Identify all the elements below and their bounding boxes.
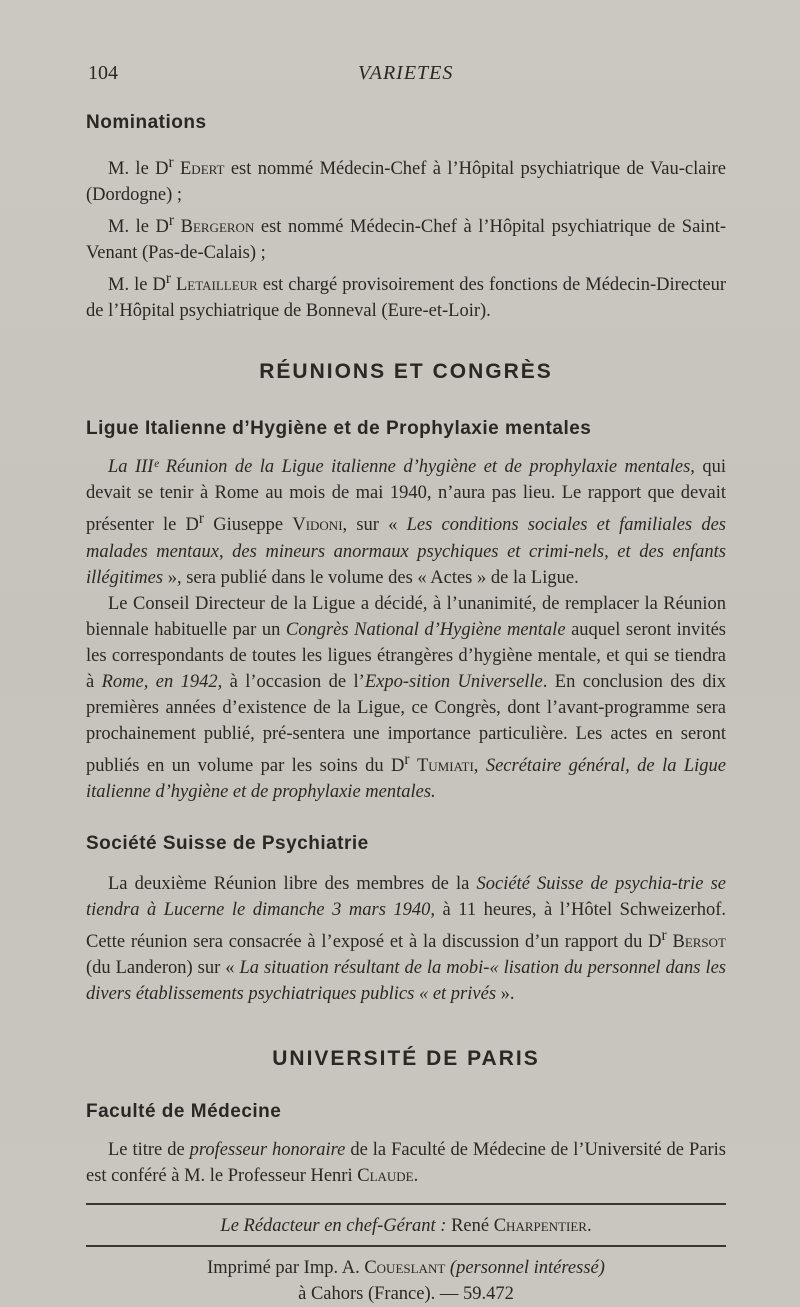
person-name: Tumiati <box>416 755 474 776</box>
text-run: , <box>473 755 486 776</box>
superscript: r <box>661 926 667 944</box>
text-run: , sur « <box>342 515 407 536</box>
divider <box>86 1245 726 1247</box>
ligue-paragraph-2 <box>86 591 726 805</box>
page-number: 104 <box>88 62 118 84</box>
text-run: auquel seront invités les correspondants de toutes les ligues étrangères d’hygiène mentale, et qui se tiendra à <box>86 619 726 692</box>
text-run: Rome, en 1942 <box>101 671 218 692</box>
page-header <box>88 62 728 92</box>
nomination-paragraph <box>86 266 726 324</box>
text-run: de la Faculté de Médecine de l’Université de Paris est conféré à M. le Professeur Henri <box>86 1139 726 1186</box>
text-run: Le Rédacteur en chef-Gérant : <box>220 1215 447 1236</box>
ligue-paragraph-1 <box>86 454 726 590</box>
major-heading-reunions: RÉUNIONS ET CONGRÈS <box>259 360 553 384</box>
superscript: r <box>404 750 410 768</box>
text-run: Congrès National d’Hygiène mentale <box>285 619 566 640</box>
superscript: r <box>198 510 205 528</box>
text-run: Imprimé par Imp. A. <box>207 1257 365 1278</box>
person-name: Vidoni <box>292 515 343 536</box>
nomination-paragraph <box>86 150 726 208</box>
text-run: professeur honoraire <box>189 1139 346 1160</box>
page-body <box>86 108 726 1307</box>
divider <box>86 1203 726 1205</box>
text-run: qui devait se tenir à Rome au mois de mai 1940, n’aura pas lieu. Le rapport que devait présenter le D <box>86 457 727 536</box>
person-name: Coueslant <box>364 1257 446 1278</box>
text-run: La situation résultant de la mobi-« lisation du personnel dans les divers établissements psychiatriques publics « et privés <box>86 957 726 1004</box>
text-run: (personnel intéressé) <box>445 1257 605 1278</box>
text-run: . <box>413 1165 419 1186</box>
text-run: est nommé Médecin-Chef à l’Hôpital psychiatrique de Vau-claire (Dordogne) ; <box>86 159 726 206</box>
section-title-ligue: Ligue Italienne d’Hygiène et de Prophylaxie mentales <box>86 418 592 440</box>
text-run: . <box>586 1215 592 1236</box>
text-run: M. le D <box>108 217 169 238</box>
text-run: Les conditions sociales et familiales des malades mentaux, des mineurs anormaux psychiques et crimi-nels, et des enfants illégitimes <box>86 515 726 588</box>
person-name: Bersot <box>672 931 726 952</box>
text-run: La deuxième Réunion libre des membres de la <box>108 873 477 894</box>
person-name: Claude <box>357 1165 414 1186</box>
text-run: Le titre de <box>108 1139 190 1160</box>
text-run: », sera publié dans le volume des « Actes » de la Ligue. <box>163 567 579 588</box>
printer-location: à Cahors (France). — 59.472 <box>298 1283 514 1304</box>
major-heading-universite: UNIVERSITÉ DE PARIS <box>272 1046 540 1070</box>
text-run: Giuseppe <box>204 515 293 536</box>
nomination-paragraph <box>86 208 726 266</box>
printer-line <box>86 1255 726 1281</box>
text-run: est nommé Médecin-Chef à l’Hôpital psychiatrique de Saint-Venant (Pas-de-Calais) ; <box>86 217 726 264</box>
text-run: (du Landeron) sur « <box>86 957 240 978</box>
text-run: René <box>446 1215 494 1236</box>
running-head: VARIETES <box>358 62 454 84</box>
editor-line <box>86 1213 726 1239</box>
text-run: Société Suisse de psychia-trie se tiendra à Lucerne le dimanche 3 mars 1940, <box>86 873 726 920</box>
text-run: , à l’occasion de l’ <box>217 671 365 692</box>
text-run: M. le D <box>108 275 166 296</box>
text-run: Secrétaire général, de la Ligue italienne d’hygiène et de prophylaxie mentales. <box>86 755 727 802</box>
person-name: Bergeron <box>180 217 255 238</box>
text-run: ». <box>496 983 515 1004</box>
text-run: La IIIᵉ Réunion de la Ligue italienne d’hygiène et de prophylaxie mentales, <box>108 457 695 478</box>
superscript: r <box>168 212 175 230</box>
text-run: . En conclusion des dix premières années d’existence de la Ligue, ce Congrès, dont l’avant-programme sera prochainement publié, pré-sentera une importance particulière. Les actes en seront publiés en un volume par les soins du D <box>86 671 726 776</box>
section-title-societe: Société Suisse de Psychiatrie <box>86 832 369 854</box>
text-run: M. le D <box>108 159 169 180</box>
faculte-paragraph <box>86 1137 726 1189</box>
person-name: Letailleur <box>175 275 258 296</box>
person-name: Edert <box>180 159 225 180</box>
text-run: à 11 heures, à l’Hôtel Schweizerhof. Cette réunion sera consacrée à l’exposé et à la discussion d’un rapport du D <box>86 899 726 952</box>
superscript: r <box>168 154 174 171</box>
text-run: Expo-sition Universelle <box>364 671 543 692</box>
societe-paragraph <box>86 871 726 1007</box>
section-title-nominations: Nominations <box>86 112 207 133</box>
text-run: est chargé provisoirement des fonctions de Médecin-Directeur de l’Hôpital psychiatrique de Bonneval (Eure-et-Loir). <box>86 275 726 322</box>
person-name: Charpentier <box>493 1215 587 1236</box>
section-title-faculte: Faculté de Médecine <box>86 1100 282 1122</box>
text-run: Le Conseil Directeur de la Ligue a décidé, à l’unanimité, de remplacer la Réunion biennale habituelle par un <box>86 593 726 640</box>
superscript: r <box>165 270 171 288</box>
